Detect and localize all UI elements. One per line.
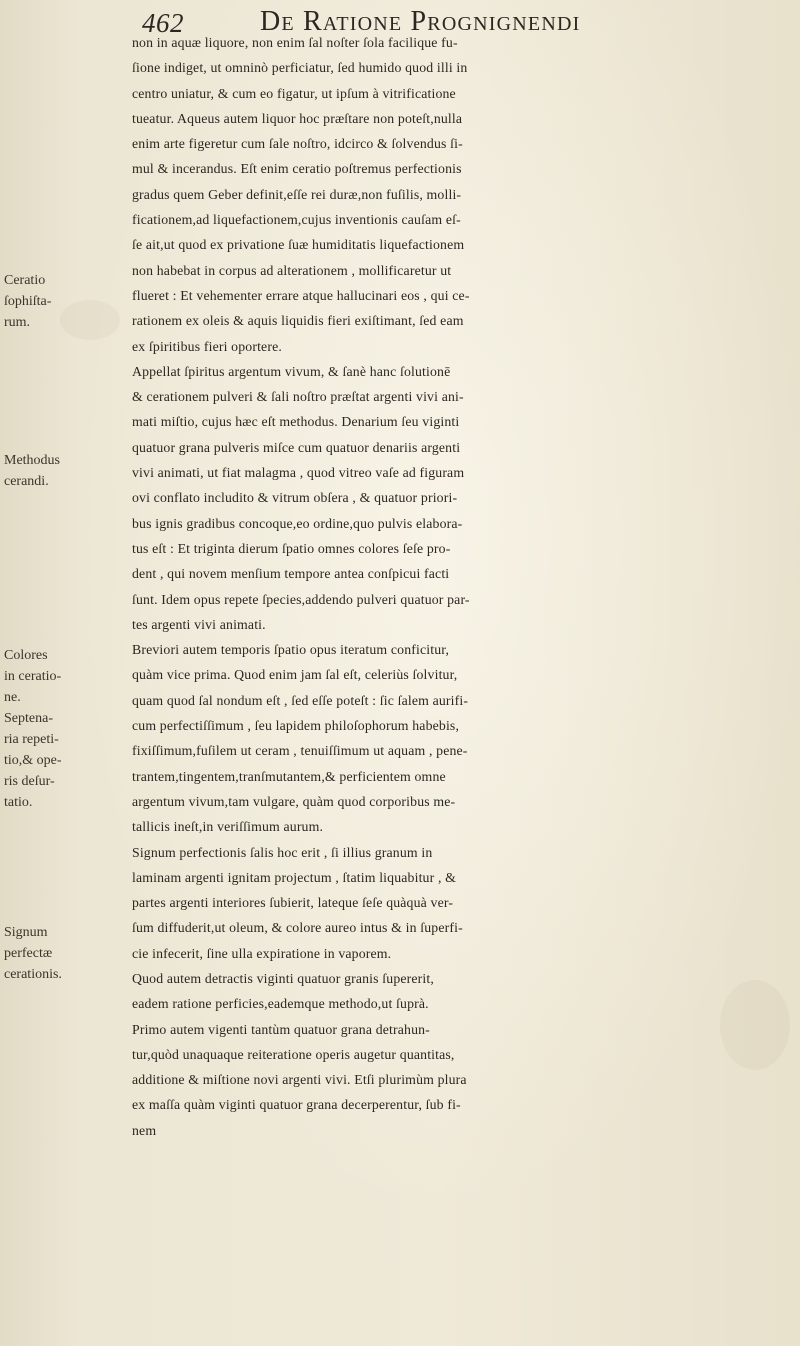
text-line: ex maſſa quàm viginti quatuor grana decerperentur, ſub fi- — [132, 1097, 461, 1113]
margin-note-line: Ceratio — [4, 273, 46, 288]
text-line: bus ignis gradibus concoque,eo ordine,quo pulvis elabora- — [132, 515, 463, 531]
text-line: ficationem,ad liquefactionem,cujus inventionis cauſam eſ- — [132, 212, 461, 228]
body-text — [132, 30, 797, 1143]
margin-note-line: ria repeti- — [4, 732, 59, 747]
text-line: fixiſſimum,fuſilem ut ceram , tenuiſſimum ut aquam , pene- — [132, 743, 468, 759]
text-line: mati miſtio, cujus hæc eſt methodus. Denarium ſeu viginti — [132, 414, 460, 430]
margin-note-line: perfectæ — [4, 946, 53, 961]
text-line: vivi animati, ut fiat malagma , quod vitreo vaſe ad figuram — [132, 465, 465, 481]
text-line: nem — [132, 1122, 157, 1138]
text-line: enim arte figeretur cum ſale noſtro, idcirco & ſolvendus ſi- — [132, 136, 463, 152]
text-line: ex ſpiritibus fieri oportere. — [132, 338, 282, 354]
margin-note-line: ris deſur- — [4, 774, 55, 789]
margin-note-line: cerationis. — [4, 967, 62, 982]
text-line: non in aquæ liquore, non enim ſal noſter ſola facilique fu- — [132, 35, 458, 50]
text-line: ſum diffuderit,ut oleum, & colore aureo intus & in ſuperfi- — [132, 920, 463, 936]
margin-note-line: ne. — [4, 690, 21, 705]
text-line: argentum vivum,tam vulgare, quàm quod corporibus me- — [132, 793, 456, 809]
margin-note-line: tatio. — [4, 795, 33, 810]
margin-note-line: Methodus — [4, 453, 60, 468]
margin-note — [4, 270, 122, 333]
text-line: tueatur. Aqueus autem liquor hoc præſtare non poteſt,nulla — [132, 110, 463, 126]
text-line: additione & miſtione novi argenti vivi. Etſi plurimùm plura — [132, 1072, 467, 1088]
text-line: ſunt. Idem opus repete ſpecies,addendo pulveri quatuor par- — [132, 591, 470, 607]
text-line: tallicis ineſt,in veriſſimum aurum. — [132, 819, 324, 835]
text-line: Breviori autem temporis ſpatio opus iteratum conficitur, — [132, 642, 450, 658]
margin-note-line: rum. — [4, 315, 31, 330]
text-line: cie infecerit, ſine ulla expiratione in vaporem. — [132, 945, 392, 961]
text-line: quatuor grana pulveris miſce cum quatuor denariis argenti — [132, 439, 461, 455]
text-line: tes argenti vivi animati. — [132, 616, 266, 632]
text-line: gradus quem Geber definit,eſſe rei duræ,non fuſilis, molli- — [132, 186, 462, 202]
text-line: ſe ait,ut quod ex privatione ſuæ humiditatis liquefactionem — [132, 237, 465, 253]
text-line: Quod autem detractis viginti quatuor granis ſupererit, — [132, 970, 434, 986]
text-line: centro uniatur, & cum eo figatur, ut ipſum à vitrificatione — [132, 85, 456, 101]
text-line: Appellat ſpiritus argentum vivum, & ſanè hanc ſolutionē — [132, 363, 451, 379]
text-line: flueret : Et vehementer errare atque hallucinari eos , qui ce- — [132, 287, 470, 303]
text-line: ſione indiget, ut omninò perficiatur, ſed humido quod illi in — [132, 60, 468, 76]
margin-note — [4, 645, 122, 813]
text-line: laminam argenti ignitam projectum , ſtatim liquabitur , & — [132, 869, 457, 885]
text-line: Signum perfectionis ſalis hoc erit , ſi illius granum in — [132, 844, 433, 860]
margin-note-line: tio,& ope- — [4, 753, 62, 768]
text-line: tur,quòd unaquaque reiteratione operis augetur quantitas, — [132, 1046, 455, 1062]
text-line: non habebat in corpus ad alterationem , mollificaretur ut — [132, 262, 452, 278]
running-title: De Ratione Prognignendi — [260, 6, 581, 37]
text-line: partes argenti interiores ſubierit, lateque ſeſe quàquà ver- — [132, 895, 454, 911]
margin-note-line: Septena- — [4, 711, 53, 726]
margin-note — [4, 922, 122, 985]
text-line: quàm vice prima. Quod enim jam ſal eſt, celeriùs ſolvitur, — [132, 667, 458, 683]
margin-note-line: cerandi. — [4, 474, 49, 489]
margin-note-line: Signum — [4, 925, 48, 940]
margin-note-line: ſophiſta- — [4, 294, 52, 309]
margin-note-line: Colores — [4, 648, 48, 663]
text-line: eadem ratione perficies,eademque methodo,ut ſuprà. — [132, 996, 429, 1012]
text-line: dent , qui novem menſium tempore antea conſpicui facti — [132, 566, 450, 582]
text-line: quam quod ſal nondum eſt , ſed eſſe poteſt : ſic ſalem aurifi- — [132, 692, 469, 708]
margin-note — [4, 450, 122, 492]
page-number: 462 — [142, 8, 184, 38]
text-line: tus eſt : Et triginta dierum ſpatio omnes colores ſeſe pro- — [132, 540, 451, 556]
text-line: cum perfectiſſimum , ſeu lapidem philoſophorum habebis, — [132, 718, 460, 734]
text-line: ovi conflato includito & vitrum obſera , & quatuor priori- — [132, 490, 458, 506]
text-line: Primo autem vigenti tantùm quatuor grana detrahun- — [132, 1021, 430, 1037]
text-line: & cerationem pulveri & ſali noſtro præſtat argenti vivi ani- — [132, 389, 464, 405]
text-line: trantem,tingentem,tranſmutantem,& perficientem omne — [132, 768, 446, 784]
margin-note-line: in ceratio- — [4, 669, 62, 684]
text-line: rationem ex oleis & aquis liquidis fieri exiſtimant, ſed eam — [132, 313, 464, 329]
text-line: mul & incerandus. Eſt enim ceratio poſtremus perfectionis — [132, 161, 462, 177]
